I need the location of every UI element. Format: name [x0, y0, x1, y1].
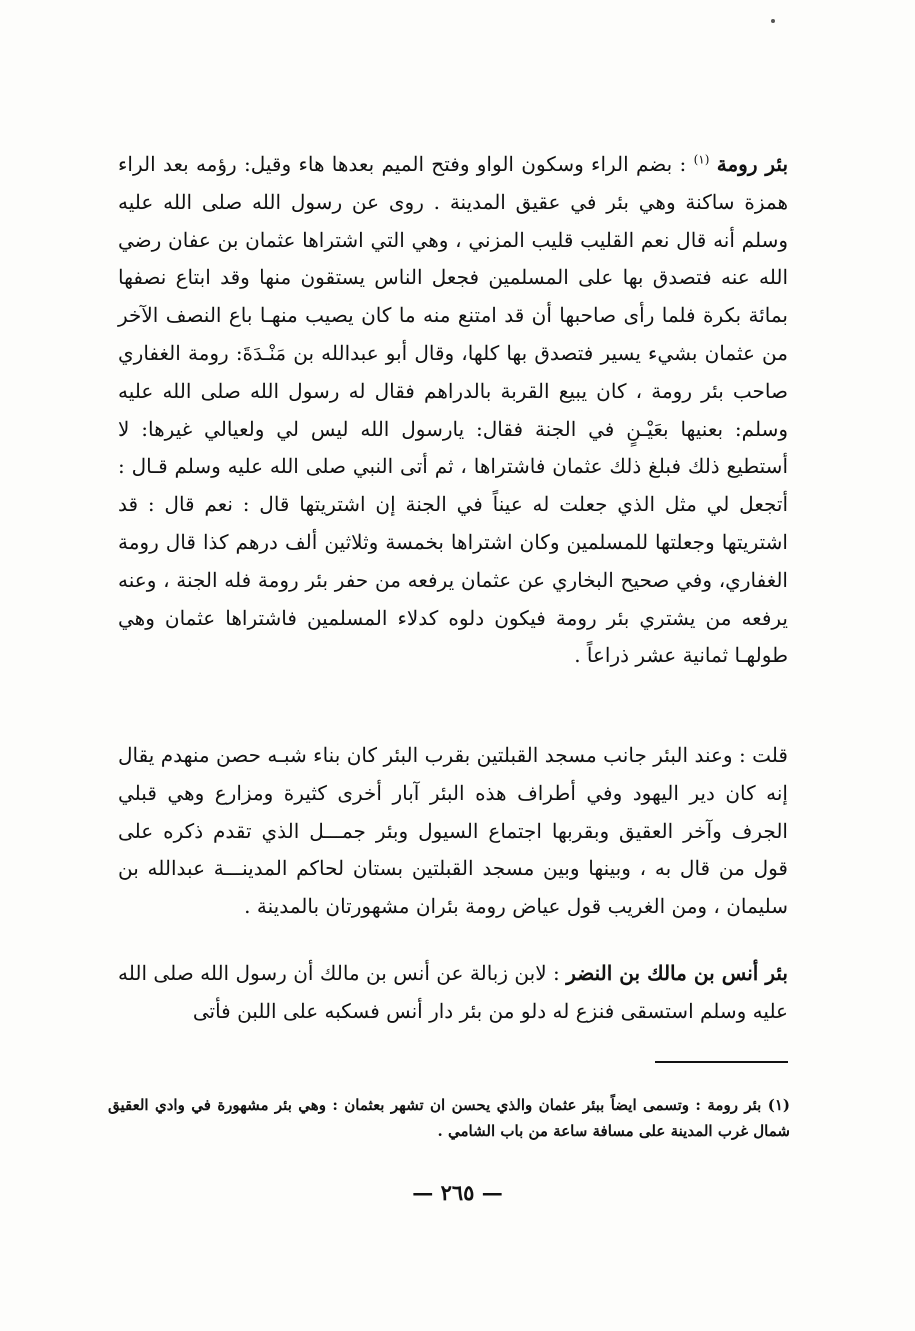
entry-heading: بئر رومة: [716, 152, 789, 176]
paragraph-author-note: [118, 737, 788, 926]
paragraph-body: : بضم الراء وسكون الواو وفتح الميم بعدها هاء وقيل: رؤمه بعد الراء همزة ساكنة وهي بئر في عقيق المدينة . روى عن رسول الله صلى الله عليه وسلم أنه قال نعم القليب قليب المزني ، وهي التي اشتراها عثمان بن عفان رضي الله عنه فتصدق بها على المسلمين فجعل الناس يستقون منها وقد ابتاع نصفها بمائة بكرة فلما رأى صاحبها أن قد امتنع منه ما كان يصيب منهـا باع النصف الآخر من عثمان بشيء يسير فتصدق بها كلها، وقال أبو عبدالله بن مَنْـدَةَ: رومة الغفاري صاحب بئر رومة ، كان يبيع القربة بالدراهم فقال له رسول الله صلى الله عليه وسلم: بعنيها بعَيْـنٍ في الجنة فقال: يارسول الله ليس لي ولعيالي غيرها: لا أستطيع ذلك فبلغ ذلك عثمان فاشتراها ، ثم أتى النبي صلى الله عليه وسلم قـال : أتجعل لي مثل الذي جعلت له عيناً في الجنة إن اشتريتها قال : نعم قال : قد اشتريتها وجعلتها للمسلمين وكان اشتراها بخمسة وثلاثين ألف درهم كذا قال رومة الغفاري، وفي صحيح البخاري عن عثمان يرفعه من حفر بئر رومة فله الجنة ، وعنه يرفعه من يشتري بئر رومة فيكون دلوه كدلاء المسلمين فاشتراها عثمان وهي طولهـا ثمانية عشر ذراعاً .: [118, 152, 788, 668]
footnote: (١) بئر رومة : وتسمى ايضاً ببئر عثمان والذي يحسن ان تشهر بعثمان : وهي بئر مشهورة في وادي العقيق شمال غرب المدينة على مسافة ساعة من باب الشامي .: [108, 1096, 790, 1140]
scan-speck: [771, 19, 775, 23]
paragraph-body: قلت : وعند البئر جانب مسجد القبلتين بقرب البئر كان بناء شبـه حصن منهدم يقال إنه كان دير اليهود وفي أطراف هذه البئر آبار أخرى كثيرة ومزارع وهي قبلي الجرف وآخر العقيق وبقربها اجتماع السيول وبئر جمـــل الذي تقدم ذكره على قول من قال به ، وبينها وبين مسجد القبلتين بستان لحاكم المدينـــة عبدالله بن سليمان ، ومن الغريب قول عياض رومة بئران مشهورتان بالمدينة .: [118, 743, 788, 919]
paragraph-bir-ruma: [118, 146, 788, 675]
paragraph-body: : لابن زبالة عن أنس بن مالك أن رسول الله صلى الله عليه وسلم استسقى فنزع له دلو من بئر دار أنس فسكبه على اللبن فأتى: [118, 961, 788, 1023]
footnote-divider: [655, 1061, 788, 1063]
footnote-reference[interactable]: (١): [693, 152, 710, 167]
page-number: — ٢٦٥ —: [412, 1180, 503, 1205]
paragraph-bir-anas: [118, 955, 788, 1031]
entry-heading: بئر أنس بن مالك بن النضر: [566, 961, 788, 985]
